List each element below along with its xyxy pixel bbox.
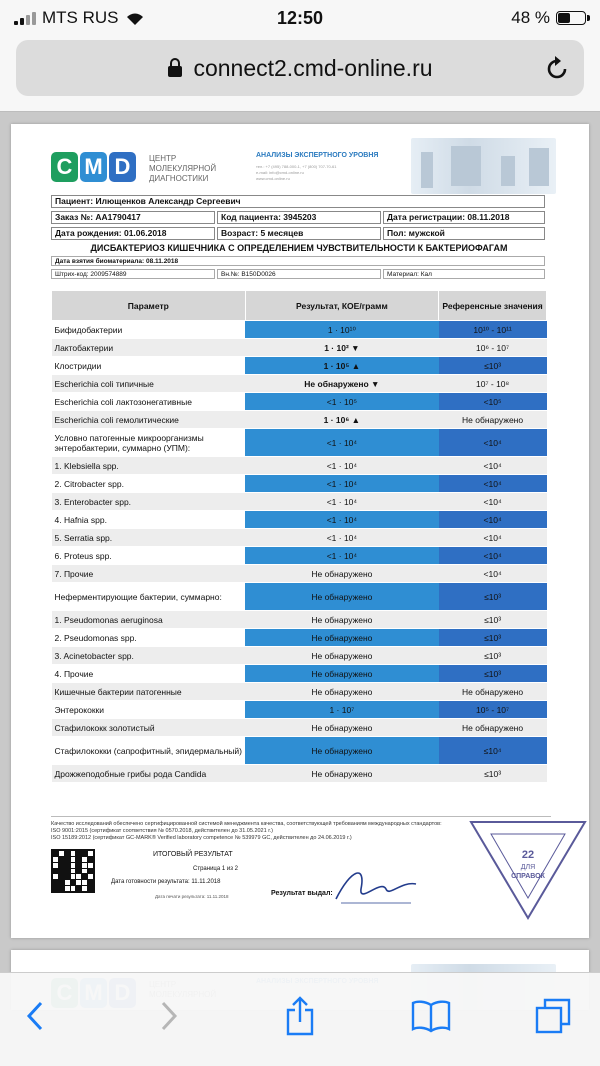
qr-module bbox=[71, 886, 76, 891]
table-row bbox=[52, 683, 547, 701]
row-parameter: Энтерококки bbox=[52, 701, 246, 719]
row-reference: <10⁴ bbox=[439, 457, 547, 475]
carrier-group bbox=[14, 8, 145, 28]
clock: 12:50 bbox=[276, 7, 324, 28]
table-row bbox=[52, 493, 547, 511]
row-reference: Не обнаружено bbox=[439, 683, 547, 701]
row-parameter: Кишечные бактерии патогенные bbox=[52, 683, 246, 701]
row-reference: ≤10³ bbox=[439, 647, 547, 665]
row-parameter: 6. Proteus spp. bbox=[52, 547, 246, 565]
row-reference: <10⁴ bbox=[439, 493, 547, 511]
qr-module bbox=[59, 874, 64, 879]
qr-module bbox=[65, 880, 70, 885]
row-reference: ≤10³ bbox=[439, 611, 547, 629]
table-row bbox=[52, 429, 547, 457]
row-reference: ≤10³ bbox=[439, 583, 547, 611]
qr-module bbox=[65, 863, 70, 868]
table-row bbox=[52, 737, 547, 765]
wifi-icon bbox=[125, 11, 145, 26]
row-parameter: 2. Citrobacter spp. bbox=[52, 475, 246, 493]
row-result: Не обнаружено bbox=[245, 665, 439, 683]
qr-module bbox=[88, 851, 93, 856]
status-bar bbox=[0, 0, 600, 36]
row-parameter: 5. Serratia spp. bbox=[52, 529, 246, 547]
contact-email: e-mail: info@cmd-online.ru bbox=[256, 170, 304, 175]
row-result: <1 · 10⁵ bbox=[245, 393, 439, 411]
row-result: 1 · 10² ▼ bbox=[245, 339, 439, 357]
qr-module bbox=[82, 886, 87, 891]
reload-icon[interactable] bbox=[544, 54, 570, 82]
forward-button[interactable] bbox=[144, 991, 194, 1041]
tabs-button[interactable] bbox=[528, 991, 578, 1041]
share-button[interactable] bbox=[275, 991, 325, 1041]
carrier-label: MTS RUS bbox=[42, 8, 119, 27]
qr-module bbox=[65, 851, 70, 856]
qr-module bbox=[53, 851, 58, 856]
row-result: <1 · 10⁴ bbox=[245, 529, 439, 547]
qr-module bbox=[88, 857, 93, 862]
bookmarks-button[interactable] bbox=[406, 991, 456, 1041]
doc-title: ДИСБАКТЕРИОЗ КИШЕЧНИКА С ОПРЕДЕЛЕНИЕМ ЧУВСТВИТЕЛЬНОСТИ К БАКТЕРИОФАГАМ bbox=[90, 243, 508, 253]
table-row bbox=[52, 339, 547, 357]
patient-age: Возраст: 5 месяцев bbox=[217, 227, 381, 240]
qr-module bbox=[71, 863, 76, 868]
table-row bbox=[52, 701, 547, 719]
table-row bbox=[52, 647, 547, 665]
chevron-left-icon bbox=[25, 1000, 45, 1032]
row-reference: <10⁴ bbox=[439, 529, 547, 547]
signal-icon bbox=[14, 11, 36, 25]
row-parameter: Условно патогенные микроорганизмы энтеробактерии, суммарно (УПМ): bbox=[52, 429, 246, 457]
row-result: Не обнаружено ▼ bbox=[245, 375, 439, 393]
qr-module bbox=[88, 869, 93, 874]
qr-module bbox=[76, 886, 81, 891]
row-parameter: 4. Прочие bbox=[52, 665, 246, 683]
table-row bbox=[52, 629, 547, 647]
row-reference: ≤10³ bbox=[439, 665, 547, 683]
qr-code bbox=[51, 849, 95, 893]
row-reference: ≤10⁴ bbox=[439, 737, 547, 765]
row-parameter: 1. Klebsiella spp. bbox=[52, 457, 246, 475]
issued-by-label: Результат выдал: bbox=[271, 890, 333, 897]
qr-module bbox=[76, 869, 81, 874]
qr-module bbox=[88, 880, 93, 885]
row-reference: 10¹⁰ - 10¹¹ bbox=[439, 321, 547, 339]
stamp-for: ДЛЯ bbox=[520, 864, 536, 871]
row-result: <1 · 10⁴ bbox=[245, 475, 439, 493]
table-row bbox=[52, 765, 547, 783]
iso-9001: ISO 9001:2015 (сертификат соответствия № 0570.2018, действителен до 31.05.2021 г.) bbox=[51, 828, 273, 834]
quality-text: Качество исследований обеспечено сертифицированной системой менеджмента качества, соответствующей требованиям международных стандартов: bbox=[51, 821, 442, 827]
ext-number: Вн.№: B150D0026 bbox=[217, 269, 381, 279]
table-row bbox=[52, 393, 547, 411]
logo-line-2: МОЛЕКУЛЯРНОЙ bbox=[149, 164, 217, 173]
row-result: Не обнаружено bbox=[245, 611, 439, 629]
table-row bbox=[52, 475, 547, 493]
row-reference: ≤10³ bbox=[439, 765, 547, 783]
row-reference: <10⁴ bbox=[439, 565, 547, 583]
barcode: Штрих-код: 2009574889 bbox=[51, 269, 215, 279]
share-icon bbox=[285, 996, 315, 1036]
qr-module bbox=[53, 886, 58, 891]
row-parameter: Дрожжеподобные грибы рода Candida bbox=[52, 765, 246, 783]
row-reference: <10⁴ bbox=[439, 475, 547, 493]
row-reference: <10⁴ bbox=[439, 429, 547, 457]
logo-line-3: ДИАГНОСТИКИ bbox=[149, 174, 209, 183]
sample-date: Дата взятия биоматериала: 08.11.2018 bbox=[51, 256, 545, 266]
logo-line-1: ЦЕНТР bbox=[149, 154, 177, 163]
report-page bbox=[11, 124, 589, 938]
qr-module bbox=[59, 869, 64, 874]
qr-module bbox=[59, 863, 64, 868]
qr-module bbox=[76, 851, 81, 856]
qr-module bbox=[65, 886, 70, 891]
battery-group bbox=[511, 8, 586, 28]
table-row bbox=[52, 357, 547, 375]
order-number: Заказ №: AA1790417 bbox=[51, 211, 215, 224]
expert-slogan: АНАЛИЗЫ ЭКСПЕРТНОГО УРОВНЯ bbox=[256, 152, 379, 159]
contacts bbox=[256, 164, 376, 182]
row-reference: 10⁶ - 10⁷ bbox=[439, 339, 547, 357]
logo-letter-m: M bbox=[80, 152, 107, 182]
patient-code: Код пациента: 3945203 bbox=[217, 211, 381, 224]
qr-module bbox=[71, 851, 76, 856]
signature bbox=[331, 859, 421, 909]
row-parameter: Escherichia coli гемолитические bbox=[52, 411, 246, 429]
table-row bbox=[52, 457, 547, 475]
qr-module bbox=[71, 869, 76, 874]
qr-module bbox=[59, 886, 64, 891]
row-result: <1 · 10⁴ bbox=[245, 429, 439, 457]
qr-module bbox=[71, 857, 76, 862]
row-result: Не обнаружено bbox=[245, 647, 439, 665]
row-parameter: Бифидобактерии bbox=[52, 321, 246, 339]
qr-module bbox=[65, 869, 70, 874]
qr-module bbox=[59, 857, 64, 862]
table-row bbox=[52, 375, 547, 393]
row-parameter: 2. Pseudomonas spp. bbox=[52, 629, 246, 647]
qr-module bbox=[53, 880, 58, 885]
browser-tabbar bbox=[0, 972, 600, 1066]
results-table bbox=[51, 290, 547, 783]
table-row bbox=[52, 719, 547, 737]
qr-module bbox=[53, 874, 58, 879]
battery-icon bbox=[556, 11, 586, 25]
qr-module bbox=[76, 874, 81, 879]
logo-letter-c: C bbox=[51, 152, 78, 182]
row-reference: <10⁴ bbox=[439, 547, 547, 565]
row-result: Не обнаружено bbox=[245, 565, 439, 583]
row-parameter: Стафилококк золотистый bbox=[52, 719, 246, 737]
tabs-icon bbox=[535, 998, 571, 1034]
row-parameter: 1. Pseudomonas aeruginosa bbox=[52, 611, 246, 629]
qr-module bbox=[76, 857, 81, 862]
page-number: Страница 1 из 2 bbox=[193, 866, 238, 872]
row-reference: Не обнаружено bbox=[439, 719, 547, 737]
report-header bbox=[51, 152, 551, 192]
print-date: Дата печати результата: 11.11.2018 bbox=[155, 894, 229, 899]
row-parameter: Клостридии bbox=[52, 357, 246, 375]
qr-module bbox=[82, 874, 87, 879]
lock-icon bbox=[167, 58, 183, 78]
qr-module bbox=[82, 857, 87, 862]
row-parameter: Неферментирующие бактерии, суммарно: bbox=[52, 583, 246, 611]
back-button[interactable] bbox=[10, 991, 60, 1041]
qr-module bbox=[88, 874, 93, 879]
chevron-right-icon bbox=[159, 1000, 179, 1032]
table-row bbox=[52, 411, 547, 429]
row-reference: Не обнаружено bbox=[439, 411, 547, 429]
row-result: <1 · 10⁴ bbox=[245, 493, 439, 511]
row-result: Не обнаружено bbox=[245, 629, 439, 647]
row-result: 1 · 10⁶ ▲ bbox=[245, 411, 439, 429]
row-reference: <10⁴ bbox=[439, 511, 547, 529]
row-result: 1 · 10¹⁰ bbox=[245, 321, 439, 339]
col-result: Результат, КОЕ/грамм bbox=[245, 291, 439, 321]
row-result: <1 · 10⁴ bbox=[245, 547, 439, 565]
row-reference: 10⁷ - 10⁸ bbox=[439, 375, 547, 393]
birth-date: Дата рождения: 01.06.2018 bbox=[51, 227, 215, 240]
row-result: 1 · 10⁵ ▲ bbox=[245, 357, 439, 375]
material: Материал: Кал bbox=[383, 269, 545, 279]
qr-module bbox=[65, 857, 70, 862]
qr-module bbox=[76, 863, 81, 868]
row-result: Не обнаружено bbox=[245, 737, 439, 765]
final-result-label: ИТОГОВЫЙ РЕЗУЛЬТАТ bbox=[153, 851, 233, 858]
qr-module bbox=[53, 857, 58, 862]
qr-module bbox=[82, 880, 87, 885]
row-parameter: Escherichia coli лактозонегативные bbox=[52, 393, 246, 411]
row-result: <1 · 10⁴ bbox=[245, 511, 439, 529]
qr-module bbox=[88, 886, 93, 891]
row-parameter: 3. Acinetobacter spp. bbox=[52, 647, 246, 665]
table-row bbox=[52, 529, 547, 547]
iso-15189: ISO 15189:2012 (сертификат GC-MARK® Verified laboratory competence № 539979 GC, действителен до 24.06.2019 г.) bbox=[51, 835, 352, 841]
table-row bbox=[52, 665, 547, 683]
row-parameter: 3. Enterobacter spp. bbox=[52, 493, 246, 511]
qr-module bbox=[53, 863, 58, 868]
row-reference: 10⁵ - 10⁷ bbox=[439, 701, 547, 719]
table-row bbox=[52, 565, 547, 583]
qr-module bbox=[53, 869, 58, 874]
stamp-number: 22 bbox=[521, 849, 535, 861]
qr-module bbox=[71, 880, 76, 885]
row-parameter: 7. Прочие bbox=[52, 565, 246, 583]
row-reference: ≤10³ bbox=[439, 357, 547, 375]
qr-module bbox=[76, 880, 81, 885]
url-text: connect2.cmd-online.ru bbox=[193, 54, 433, 81]
stamp-ref: СПРАВОК bbox=[511, 873, 545, 880]
row-result: Не обнаружено bbox=[245, 765, 439, 783]
row-result: Не обнаружено bbox=[245, 719, 439, 737]
row-reference: <10⁵ bbox=[439, 393, 547, 411]
table-row bbox=[52, 611, 547, 629]
col-reference: Референсные значения bbox=[439, 291, 547, 321]
table-row bbox=[52, 321, 547, 339]
row-parameter: 4. Hafnia spp. bbox=[52, 511, 246, 529]
qr-module bbox=[82, 869, 87, 874]
address-bar[interactable] bbox=[16, 40, 584, 96]
browser-toolbar bbox=[0, 36, 600, 112]
row-result: Не обнаружено bbox=[245, 583, 439, 611]
lab-stamp bbox=[465, 814, 591, 926]
cmd-logo bbox=[51, 152, 136, 182]
table-row bbox=[52, 547, 547, 565]
row-parameter: Лактобактерии bbox=[52, 339, 246, 357]
qr-module bbox=[71, 874, 76, 879]
table-row bbox=[52, 511, 547, 529]
battery-percent: 48 % bbox=[511, 8, 550, 27]
registration-date: Дата регистрации: 08.11.2018 bbox=[383, 211, 545, 224]
logo-caption bbox=[149, 154, 229, 184]
patient-info bbox=[51, 194, 547, 279]
logo-letter-d: D bbox=[109, 152, 136, 182]
row-parameter: Стафилококки (сапрофитный, эпидермальный) bbox=[52, 737, 246, 765]
qr-module bbox=[59, 880, 64, 885]
qr-module bbox=[82, 863, 87, 868]
row-parameter: Escherichia coli типичные bbox=[52, 375, 246, 393]
qr-module bbox=[59, 851, 64, 856]
patient-sex: Пол: мужской bbox=[383, 227, 545, 240]
contact-site: www.cmd-online.ru bbox=[256, 176, 290, 181]
row-result: 1 · 10⁷ bbox=[245, 701, 439, 719]
row-result: <1 · 10⁴ bbox=[245, 457, 439, 475]
lab-photo bbox=[411, 138, 556, 194]
qr-module bbox=[88, 863, 93, 868]
row-result: Не обнаружено bbox=[245, 683, 439, 701]
row-reference: ≤10³ bbox=[439, 629, 547, 647]
qr-module bbox=[65, 874, 70, 879]
col-parameter: Параметр bbox=[52, 291, 246, 321]
contact-phone: тел.: +7 (495) 788-000-1, +7 (800) 707-70-61 bbox=[256, 164, 337, 169]
ready-date: Дата готовности результата: 11.11.2018 bbox=[111, 879, 221, 885]
table-row bbox=[52, 583, 547, 611]
qr-module bbox=[82, 851, 87, 856]
book-icon bbox=[411, 999, 451, 1033]
patient-name: Пациент: Илющенков Александр Сергеевич bbox=[51, 195, 545, 208]
